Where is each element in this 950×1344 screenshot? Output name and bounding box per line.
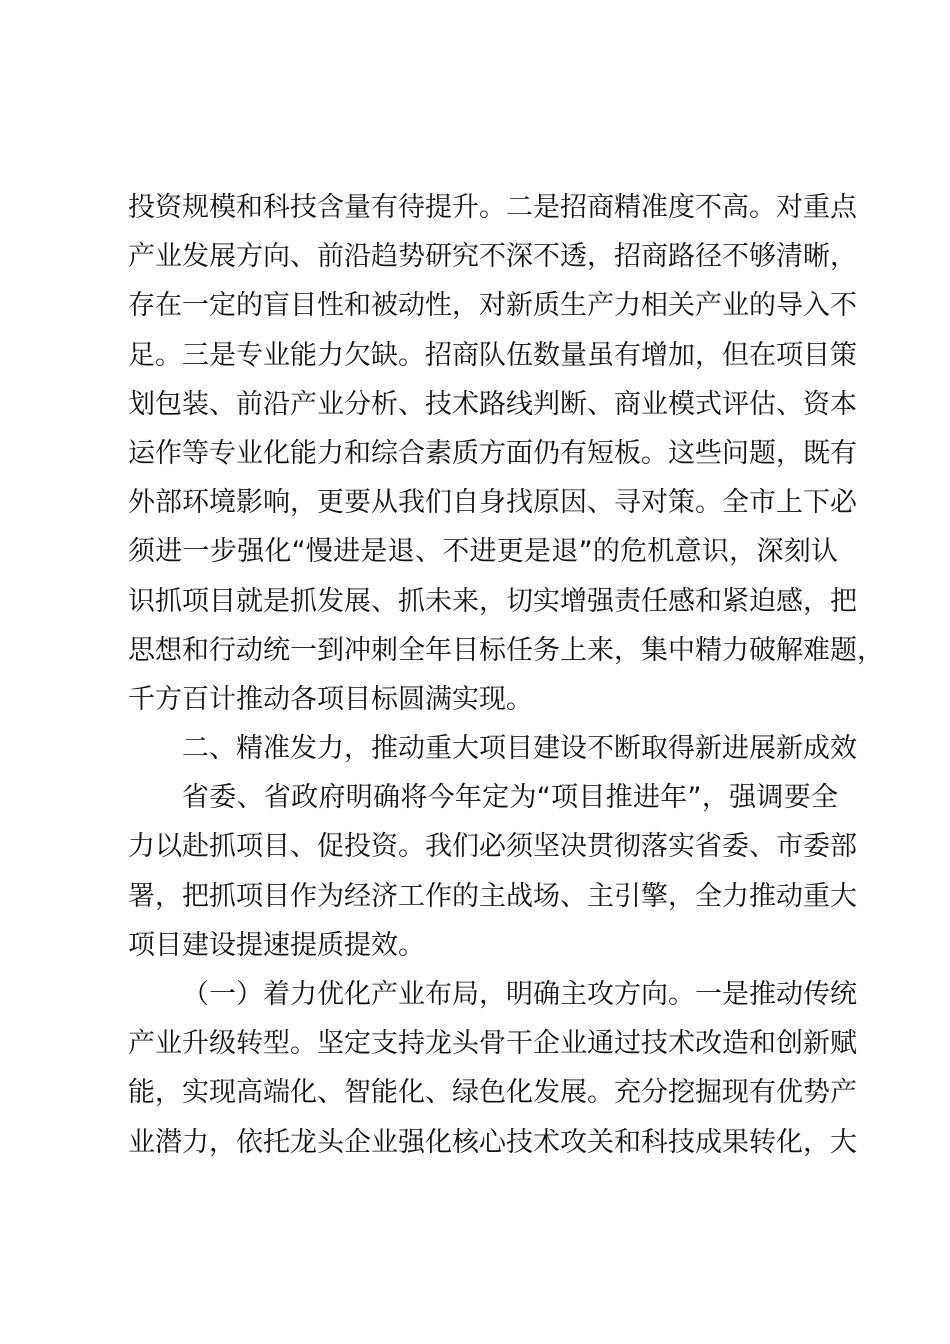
document-body — [128, 183, 884, 1167]
paragraph-line: 产业发展方向、前沿趋势研究不深不透，招商路径不够清晰， — [128, 241, 857, 273]
paragraph-line: 千方百计推动各项目标圆满实现。 — [128, 683, 533, 715]
paragraph-line: 须进一步强化“慢进是退、不进更是退”的危机意识，深刻认 — [128, 536, 838, 568]
paragraph-line: 思想和行动统一到冲刺全年目标任务上来，集中精力破解难题， — [128, 634, 884, 666]
paragraph-line: 能，实现高端化、智能化、绿色化发展。充分挖掘现有优势产 — [128, 1077, 857, 1109]
paragraph-line: 投资规模和科技含量有待提升。二是招商精准度不高。对重点 — [128, 192, 857, 223]
paragraph-line: 产业升级转型。坚定支持龙头骨干企业通过技术改造和创新赋 — [128, 1028, 857, 1060]
section-heading: 二、精准发力，推动重大项目建设不断取得新进展新成效 — [182, 733, 857, 765]
paragraph-line: 运作等专业化能力和综合素质方面仍有短板。这些问题，既有 — [128, 437, 857, 469]
paragraph-line: 外部环境影响，更要从我们自身找原因、寻对策。全市上下必 — [128, 487, 857, 519]
paragraph-line: 存在一定的盲目性和被动性，对新质生产力相关产业的导入不 — [128, 290, 857, 322]
paragraph-line: 力以赴抓项目、促投资。我们必须坚决贯彻落实省委、市委部 — [128, 831, 857, 863]
paragraph-line: 业潜力，依托龙头企业强化核心技术攻关和科技成果转化，大 — [128, 1126, 857, 1158]
paragraph-line: 项目建设提速提质提效。 — [128, 929, 425, 961]
paragraph-line: 省委、省政府明确将今年定为“项目推进年”，强调要全 — [182, 782, 838, 814]
paragraph-line: （一）着力优化产业布局，明确主攻方向。一是推动传统 — [182, 979, 857, 1010]
paragraph-line: 署，把抓项目作为经济工作的主战场、主引擎，全力推动重大 — [128, 880, 857, 912]
paragraph-line: 划包装、前沿产业分析、技术路线判断、商业模式评估、资本 — [128, 388, 857, 420]
paragraph-line: 识抓项目就是抓发展、抓未来，切实增强责任感和紧迫感，把 — [128, 585, 857, 617]
paragraph-line: 足。三是专业能力欠缺。招商队伍数量虽有增加，但在项目策 — [128, 339, 857, 371]
